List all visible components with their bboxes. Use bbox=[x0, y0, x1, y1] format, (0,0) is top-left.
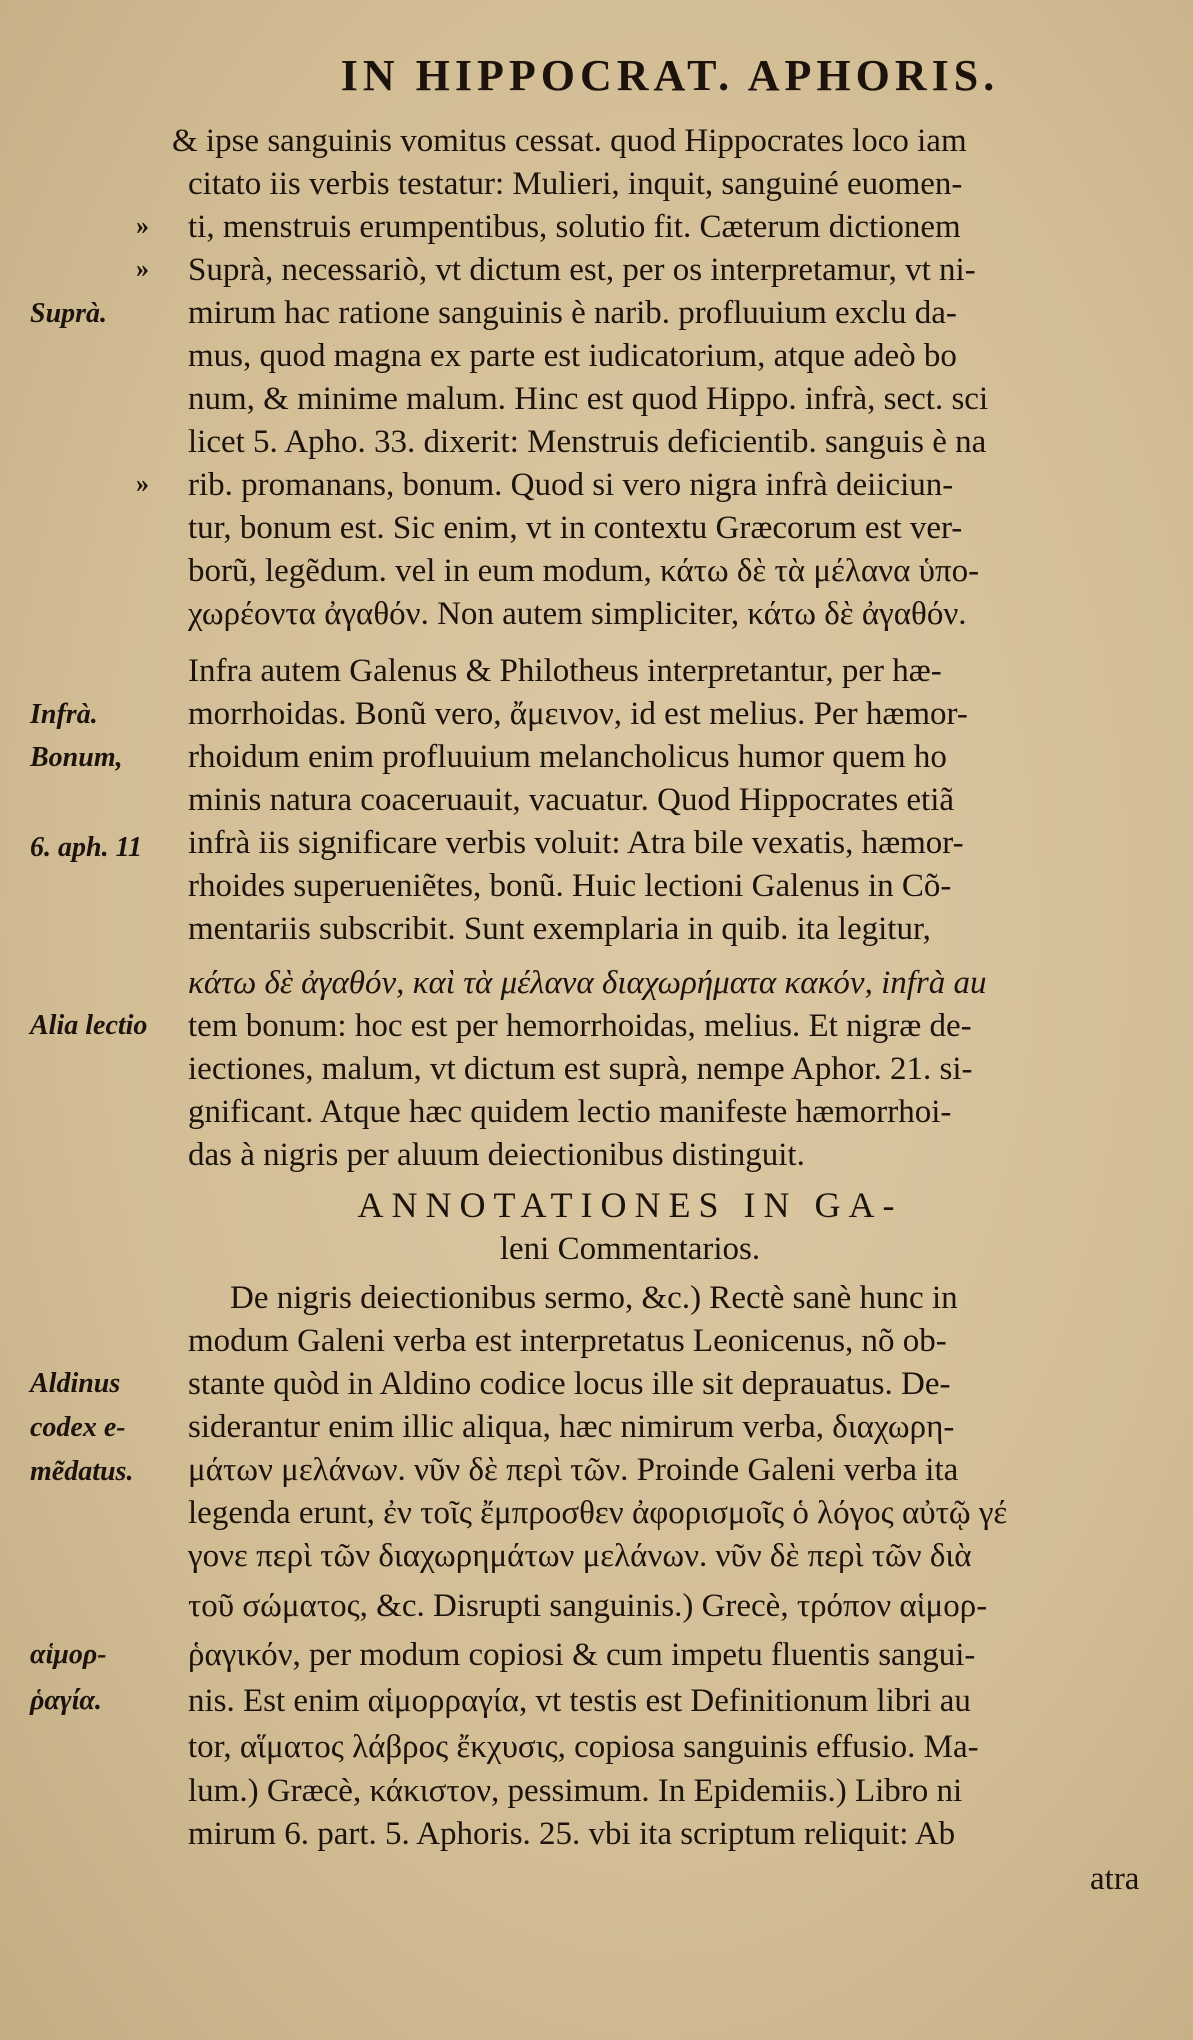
text-line: χωρέοντα ἀγαθόν. Non autem simpliciter, κάτω δὲ ἀγαθόν. bbox=[188, 596, 967, 632]
annotation-line: γονε περὶ τῶν διαχωρημάτων μελάνων. νῦν δὲ περὶ τῶν διὰ bbox=[188, 1538, 972, 1574]
annotation-line: nis. Est enim αἱμορραγία, vt testis est Definitionum libri au bbox=[188, 1683, 971, 1719]
text-line: mirum hac ratione sanguinis è narib. profluuium exclu da- bbox=[188, 295, 957, 331]
annotation-line: De nigris deiectionibus sermo, &c.) Rectè sanè hunc in bbox=[230, 1280, 958, 1316]
text-line: gnificant. Atque hæc quidem lectio manifeste hæmorrhoi- bbox=[188, 1094, 952, 1130]
text-line: das à nigris per aluum deiectionibus distinguit. bbox=[188, 1137, 805, 1173]
margin-note-haimor2: ῥαγία. bbox=[30, 1685, 102, 1716]
annotation-line: mirum 6. part. 5. Aphoris. 25. vbi ita scriptum reliquit: Ab bbox=[188, 1816, 956, 1852]
quote-mark: » bbox=[136, 211, 149, 240]
annotation-line: tor, αἵματος λάβρος ἔκχυσις, copiosa sanguinis effusio. Ma- bbox=[188, 1729, 979, 1765]
annotation-line: legenda erunt, ἐν τοῖς ἔμπροσθεν ἀφορισμοῖς ὁ λόγος αὐτῷ γέ bbox=[188, 1495, 1008, 1531]
margin-note-haimor1: αἱμορ- bbox=[30, 1639, 107, 1670]
text-line: morrhoidas. Bonũ vero, ἄμεινον, id est melius. Per hæmor- bbox=[188, 696, 968, 732]
margin-note-aldinus: Aldinus bbox=[30, 1368, 121, 1399]
text-line: infrà iis significare verbis voluit: Atra bile vexatis, hæmor- bbox=[188, 825, 964, 861]
text-line: borũ, legẽdum. vel in eum modum, κάτω δὲ τὰ μέλανα ὑπο- bbox=[188, 553, 980, 589]
annotation-line: τοῦ σώματος, &c. Disrupti sanguinis.) Grecè, τρόπον αἱμορ- bbox=[188, 1588, 988, 1624]
section-heading: ANNOTATIONES IN GA- bbox=[357, 1185, 903, 1225]
text-line: minis natura coaceruauit, vacuatur. Quod Hippocrates etiã bbox=[188, 782, 955, 818]
text-line: num, & minime malum. Hinc est quod Hippo. infrà, sect. sci bbox=[188, 381, 989, 417]
annotation-line: ῥαγικόν, per modum copiosi & cum impetu fluentis sangui- bbox=[188, 1637, 976, 1673]
text-line: Suprà, necessariò, vt dictum est, per os interpretamur, vt ni- bbox=[188, 252, 976, 288]
margin-note-alia-lectio: Alia lectio bbox=[30, 1010, 148, 1041]
quote-mark: » bbox=[136, 469, 149, 498]
margin-note-supra: Suprà. bbox=[30, 298, 108, 329]
text-line: rhoidum enim profluuium melancholicus humor quem ho bbox=[188, 739, 947, 775]
quote-mark: » bbox=[136, 254, 149, 283]
text-line: citato iis verbis testatur: Mulieri, inquit, sanguiné euomen- bbox=[188, 166, 963, 202]
text-line: rib. promanans, bonum. Quod si vero nigra infrà deiiciun- bbox=[188, 467, 954, 503]
text-line: tem bonum: hoc est per hemorrhoidas, melius. Et nigræ de- bbox=[188, 1008, 972, 1044]
margin-note-bonum: Bonum, bbox=[30, 742, 123, 773]
text-line: & ipse sanguinis vomitus cessat. quod Hippocrates loco iam bbox=[172, 123, 967, 159]
margin-note-aph: 6. aph. 11 bbox=[30, 832, 143, 863]
text-line: ti, menstruis erumpentibus, solutio fit. Cæterum dictionem bbox=[188, 209, 961, 245]
annotation-line: lum.) Græcè, κάκιστον, pessimum. In Epidemiis.) Libro ni bbox=[188, 1773, 963, 1809]
annotation-line: μάτων μελάνων. νῦν δὲ περὶ τῶν. Proinde Galeni verba ita bbox=[188, 1452, 959, 1488]
catchword: atra bbox=[1090, 1861, 1140, 1897]
text-line: iectiones, malum, vt dictum est suprà, nempe Aphor. 21. si- bbox=[188, 1051, 973, 1087]
section-subheading: leni Commentarios. bbox=[499, 1231, 761, 1267]
text-line: mus, quod magna ex parte est iudicatorium, atque adeò bo bbox=[188, 338, 957, 374]
text-line: rhoides superueniẽtes, bonũ. Huic lectioni Galenus in Cõ- bbox=[188, 868, 952, 904]
text-line: Infra autem Galenus & Philotheus interpretantur, per hæ- bbox=[188, 653, 942, 689]
margin-note-codex: codex e- bbox=[30, 1412, 126, 1443]
margin-note-medatus: mẽdatus. bbox=[30, 1456, 134, 1487]
annotation-line: modum Galeni verba est interpretatus Leonicenus, nõ ob- bbox=[188, 1323, 947, 1359]
annotation-line: stante quòd in Aldino codice locus ille sit deprauatus. De- bbox=[188, 1366, 951, 1402]
text-line: κάτω δὲ ἀγαθόν, καὶ τὰ μέλανα διαχωρήματα κακόν, infrà au bbox=[188, 965, 987, 1001]
running-header: IN HIPPOCRAT. APHORIS. bbox=[340, 51, 1000, 100]
text-line: tur, bonum est. Sic enim, vt in contextu Græcorum est ver- bbox=[188, 510, 963, 546]
annotation-line: siderantur enim illic aliqua, hæc nimirum verba, διαχωρη- bbox=[188, 1409, 955, 1445]
margin-note-infra: Infrà. bbox=[30, 699, 98, 730]
text-line: mentariis subscribit. Sunt exemplaria in quib. ita legitur, bbox=[188, 911, 931, 947]
text-line: licet 5. Apho. 33. dixerit: Menstruis deficientib. sanguis è na bbox=[188, 424, 987, 460]
